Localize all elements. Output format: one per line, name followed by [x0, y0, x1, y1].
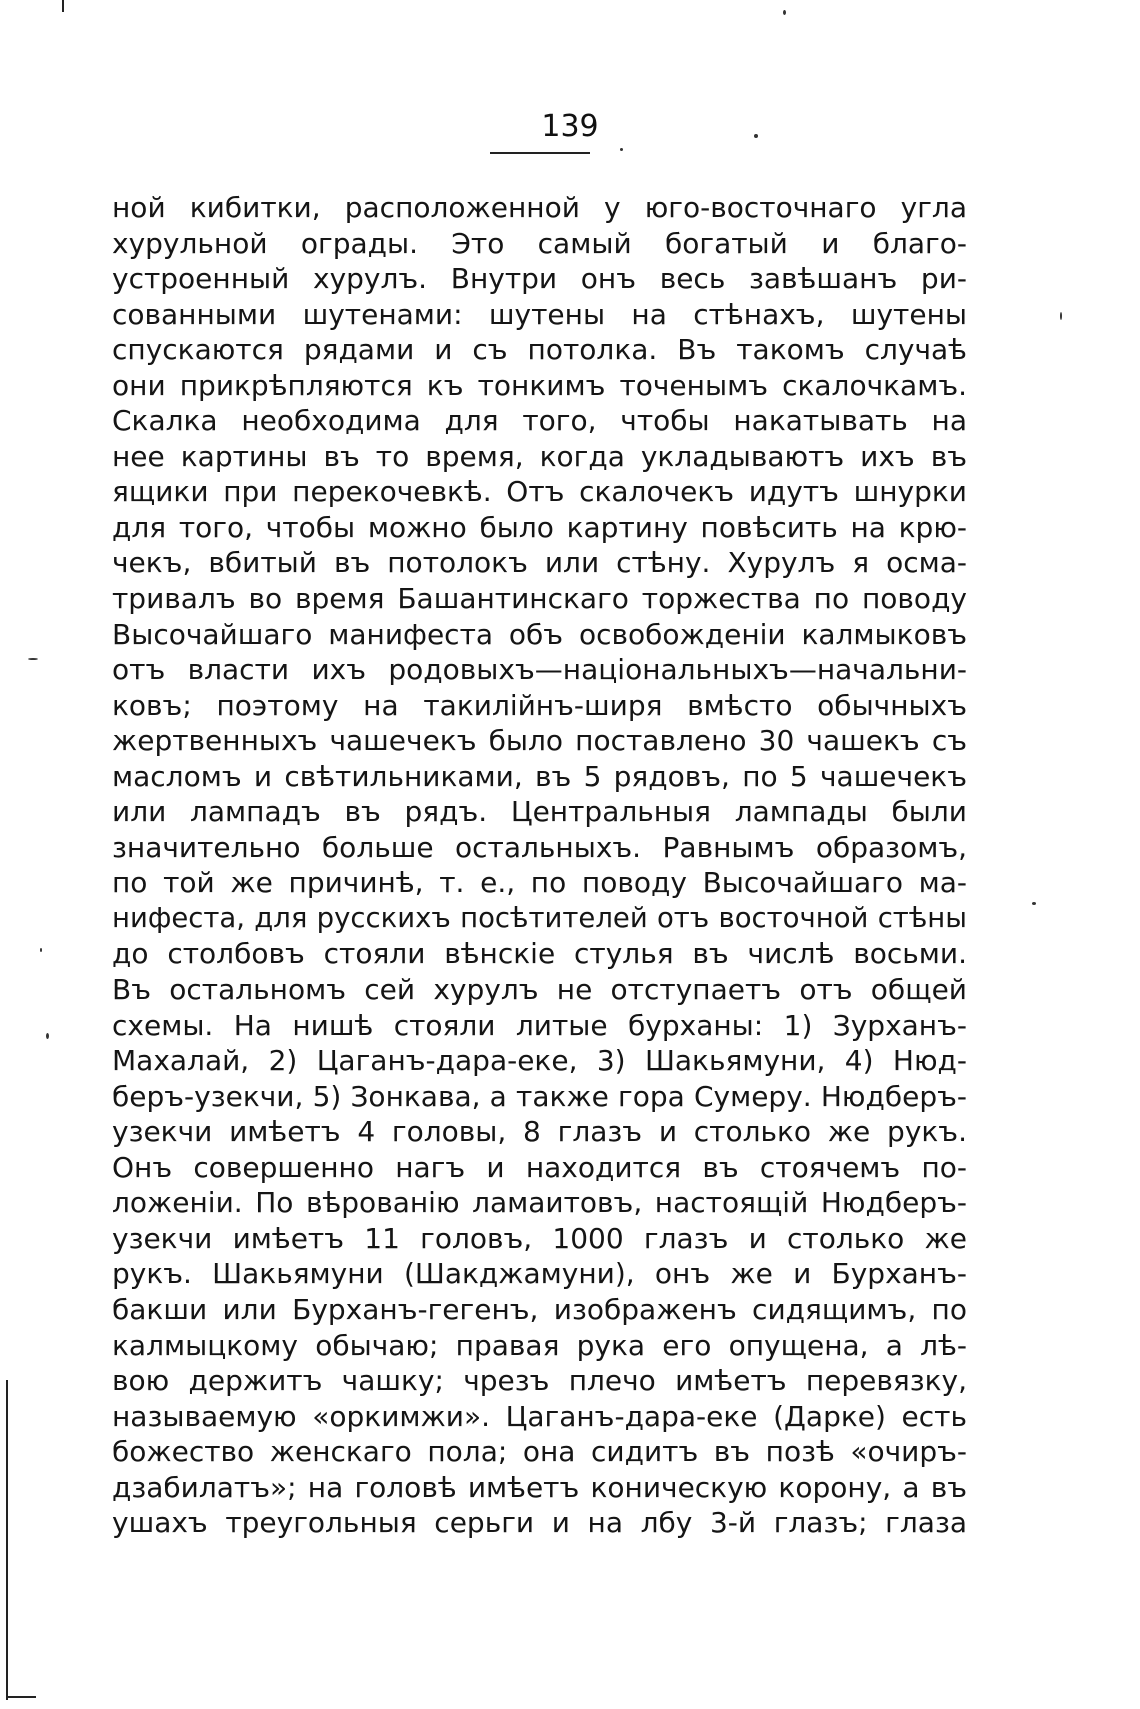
text-line: хурульной ограды. Это самый богатый и благо-	[112, 226, 967, 260]
text-line: Высочайшаго манифеста объ освобожденіи калмыковъ	[112, 617, 967, 651]
text-line: по той же причинѣ, т. е., по поводу Высочайшаго ма-	[112, 866, 967, 900]
text-line: ящики при перекочевкѣ. Отъ скалочекъ идутъ шнурки	[112, 475, 967, 509]
text-line: до столбовъ стояли вѣнскіе стулья въ числѣ восьми.	[112, 937, 967, 971]
text-line: бакши или Бурханъ-гегенъ, изображенъ сидящимъ, по	[112, 1292, 967, 1326]
page-number: 139	[541, 109, 599, 144]
text-line: ной кибитки, расположенной у юго-восточнаго угла	[112, 191, 967, 224]
body-text	[112, 190, 967, 1541]
text-line: нее картины въ то время, когда укладываютъ ихъ въ	[112, 439, 967, 473]
text-line: узекчи имѣетъ 11 головъ, 1000 глазъ и столько же	[112, 1221, 967, 1255]
text-line: Онъ совершенно нагъ и находится въ стоячемъ по-	[112, 1150, 967, 1184]
text-line: значительно больше остальныхъ. Равнымъ образомъ,	[112, 830, 967, 864]
text-line: ковъ; поэтому на такилійнъ-ширя вмѣсто обычныхъ	[112, 688, 967, 722]
text-line: они прикрѣпляются къ тонкимъ точенымъ скалочкамъ.	[112, 368, 967, 402]
scan-speck	[754, 134, 758, 138]
scan-speck	[40, 948, 42, 952]
scan-edge-line	[6, 1380, 8, 1700]
text-line: отъ власти ихъ родовыхъ—національныхъ—начальни-	[112, 653, 967, 687]
text-line: масломъ и свѣтильниками, въ 5 рядовъ, по 5 чашечекъ	[112, 759, 967, 793]
text-line: для того, чтобы можно было картину повѣсить на крю-	[112, 510, 967, 544]
text-line: вою держитъ чашку; чрезъ плечо имѣетъ перевязку,	[112, 1364, 967, 1398]
text-line: тривалъ во время Башантинскаго торжества по поводу	[112, 582, 967, 616]
text-line: сованными шутенами: шутены на стѣнахъ, шутены	[112, 297, 967, 331]
scan-speck	[1060, 312, 1062, 320]
text-line: ушахъ треугольныя серьги и на лбу 3-й глазъ; глаза	[112, 1506, 967, 1540]
scan-speck	[46, 1033, 49, 1039]
scan-speck	[28, 658, 38, 660]
text-line: устроенный хурулъ. Внутри онъ весь завѣшанъ ри-	[112, 262, 967, 296]
scan-speck	[1032, 902, 1036, 905]
text-line: называемую «оркимжи». Цаганъ-дара-еке (Дарке) есть	[112, 1399, 967, 1433]
text-line: схемы. На нишѣ стояли литые бурханы: 1) Зурханъ-	[112, 1008, 967, 1042]
text-line: Скалка необходима для того, чтобы накатывать на	[112, 404, 967, 438]
text-line: спускаются рядами и съ потолка. Въ такомъ случаѣ	[112, 333, 967, 367]
text-line: рукъ. Шакьямуни (Шакджамуни), онъ же и Бурханъ-	[112, 1257, 967, 1291]
text-line: нифеста, для русскихъ посѣтителей отъ восточной стѣны	[112, 901, 967, 934]
text-line: дзабилатъ»; на головѣ имѣетъ коническую корону, а въ	[112, 1470, 967, 1504]
page-number-underline	[490, 152, 590, 154]
text-line: жертвенныхъ чашечекъ было поставлено 30 чашекъ съ	[112, 724, 967, 758]
text-line: Въ остальномъ сей хурулъ не отступаетъ отъ общей	[112, 973, 967, 1007]
text-line: узекчи имѣетъ 4 головы, 8 глазъ и столько же рукъ.	[112, 1115, 967, 1149]
text-line: чекъ, вбитый въ потолокъ или стѣну. Хурулъ я осма-	[112, 546, 967, 580]
scan-edge-line	[6, 1696, 36, 1698]
scan-speck	[620, 148, 623, 151]
scan-edge-line	[62, 0, 64, 12]
scan-speck	[783, 10, 786, 15]
text-line: Махалай, 2) Цаганъ-дара-еке, 3) Шакьямуни, 4) Нюд-	[112, 1044, 967, 1078]
text-line: божество женскаго пола; она сидитъ въ позѣ «очиръ-	[112, 1435, 967, 1469]
text-line: или лампадъ въ рядъ. Центральныя лампады были	[112, 795, 967, 829]
text-line: калмыцкому обычаю; правая рука его опущена, а лѣ-	[112, 1328, 967, 1362]
text-line: беръ-узекчи, 5) Зонкава, а также гора Сумеру. Нюдберъ-	[112, 1079, 967, 1113]
text-line: ложеніи. По вѣрованію ламаитовъ, настоящій Нюдберъ-	[112, 1186, 967, 1220]
